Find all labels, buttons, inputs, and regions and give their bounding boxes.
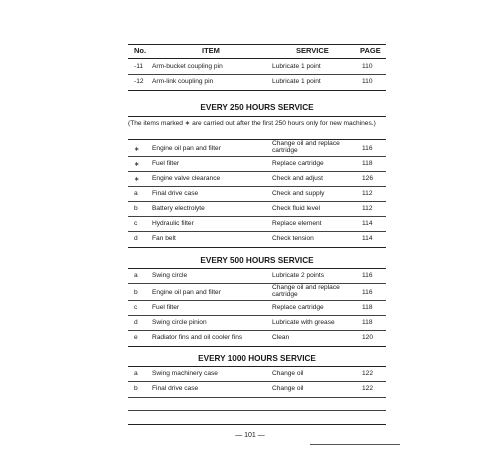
bottom-edge-rule <box>310 444 400 445</box>
row-rule <box>128 397 386 398</box>
row-rule <box>128 283 386 284</box>
row-page: 122 <box>362 370 374 377</box>
row-service: Lubricate 1 point <box>272 63 321 70</box>
section-note: (The items marked ∗ are carried out after the first 250 hours only for new machines.) <box>128 120 376 127</box>
table-row <box>128 140 386 156</box>
table-row <box>128 271 386 283</box>
row-service: Replace cartridge <box>272 304 324 311</box>
row-no: ∗ <box>134 146 140 153</box>
row-rule <box>128 330 386 331</box>
header-item: ITEM <box>202 46 220 55</box>
table-row <box>128 333 386 345</box>
row-service: Lubricate 2 points <box>272 272 325 279</box>
row-page: 118 <box>362 304 373 311</box>
row-no: -12 <box>134 78 144 85</box>
row-rule <box>128 231 386 232</box>
table-row <box>128 369 386 381</box>
row-item: Swing circle <box>152 272 188 279</box>
table-row <box>128 234 386 246</box>
row-no: b <box>134 289 138 296</box>
row-page: 116 <box>362 272 373 279</box>
row-rule <box>128 315 386 316</box>
section-title-1000: EVERY 1000 HOURS SERVICE <box>198 354 316 363</box>
row-service: Check fluid level <box>272 205 321 212</box>
page-number: — 101 — <box>235 432 265 439</box>
row-no: e <box>134 334 138 341</box>
row-service: Replace cartridge <box>272 160 324 167</box>
table-row <box>128 384 386 396</box>
row-service: Check tension <box>272 235 314 242</box>
row-no: b <box>134 385 138 392</box>
row-rule <box>128 381 386 382</box>
row-no: b <box>134 205 138 212</box>
header-bottom-rule <box>128 58 386 59</box>
row-rule <box>128 74 386 75</box>
row-no: d <box>134 319 138 326</box>
row-service: Check and supply <box>272 190 325 197</box>
section-rule <box>128 268 386 269</box>
row-item: Swing circle pinion <box>152 319 207 326</box>
row-item: Fuel filter <box>152 160 180 167</box>
row-page: 110 <box>362 63 373 70</box>
row-item: Engine valve clearance <box>152 175 221 182</box>
row-service: Change oil <box>272 385 304 392</box>
table-row <box>128 174 386 186</box>
row-service: Change oil and replace cartridge <box>272 140 340 154</box>
row-page: 116 <box>362 145 373 152</box>
row-page: 118 <box>362 160 373 167</box>
row-service: Lubricate 1 point <box>272 78 321 85</box>
row-rule <box>128 300 386 301</box>
row-item: Arm-bucket coupling pin <box>152 63 223 70</box>
section-rule <box>128 366 386 367</box>
row-no: ∗ <box>134 161 140 168</box>
header-service: SERVICE <box>296 46 329 55</box>
row-item: Fan belt <box>152 235 176 242</box>
row-no: c <box>134 220 138 227</box>
row-service: Change oil and replace cartridge <box>272 284 340 298</box>
row-page: 116 <box>362 289 373 296</box>
table-row <box>128 284 386 300</box>
table-row <box>128 77 386 89</box>
row-rule <box>128 171 386 172</box>
section-end-rule <box>128 247 386 248</box>
row-no: a <box>134 272 138 279</box>
row-no: -11 <box>134 63 144 70</box>
row-page: 126 <box>362 175 374 182</box>
row-item: Final drive case <box>152 190 199 197</box>
row-page: 118 <box>362 319 373 326</box>
section-rule <box>128 116 386 117</box>
section-title-250: EVERY 250 HOURS SERVICE <box>200 103 314 112</box>
row-item: Hydraulic filter <box>152 220 194 227</box>
table-row <box>128 318 386 330</box>
row-no: d <box>134 235 138 242</box>
table-row <box>128 62 386 74</box>
table-row <box>128 159 386 171</box>
row-service: Change oil <box>272 370 304 377</box>
row-item: Engine oil pan and filter <box>152 289 221 296</box>
row-rule <box>128 90 386 91</box>
row-page: 112 <box>362 190 373 197</box>
header-no: No. <box>134 46 147 55</box>
row-item: Battery electrolyte <box>152 205 205 212</box>
row-page: 110 <box>362 78 373 85</box>
row-no: a <box>134 190 138 197</box>
row-no: ∗ <box>134 176 140 183</box>
row-no: a <box>134 370 138 377</box>
row-service: Check and adjust <box>272 175 323 182</box>
row-item: Radiator fins and oil cooler fins <box>152 334 243 341</box>
row-page: 120 <box>362 334 374 341</box>
row-rule <box>128 186 386 187</box>
table-header <box>128 44 386 58</box>
section-end-rule <box>128 346 386 347</box>
row-no: c <box>134 304 138 311</box>
row-rule <box>128 156 386 157</box>
row-service: Clean <box>272 334 290 341</box>
row-rule <box>128 216 386 217</box>
section-rule <box>128 139 386 140</box>
row-page: 114 <box>362 220 373 227</box>
row-item: Arm-link coupling pin <box>152 78 214 85</box>
row-service: Lubricate with grease <box>272 319 335 326</box>
row-service: Replace element <box>272 220 322 227</box>
row-rule <box>128 201 386 202</box>
row-page: 112 <box>362 205 373 212</box>
header-page: PAGE <box>360 46 381 55</box>
row-item: Final drive case <box>152 385 199 392</box>
section-title-500: EVERY 500 HOURS SERVICE <box>200 256 314 265</box>
row-item: Swing machinery case <box>152 370 218 377</box>
row-rule <box>128 410 386 411</box>
row-item: Fuel filter <box>152 304 180 311</box>
row-page: 122 <box>362 385 374 392</box>
row-page: 114 <box>362 235 373 242</box>
table-row <box>128 204 386 216</box>
table-row <box>128 303 386 315</box>
row-item: Engine oil pan and filter <box>152 145 221 152</box>
table-bottom-rule <box>128 424 386 425</box>
table-row <box>128 189 386 201</box>
table-row <box>128 219 386 231</box>
